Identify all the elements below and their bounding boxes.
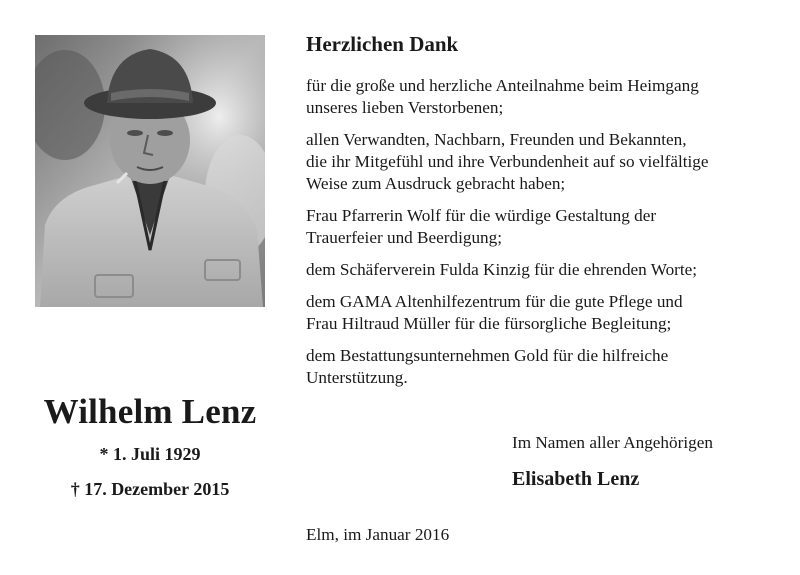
thanks-paragraph: allen Verwandten, Nachbarn, Freunden und Bekannten, die ihr Mitgefühl und ihre Verbundenheit auf so vielfältige Weise zum Ausdruck gebracht haben; (306, 130, 709, 193)
thanks-paragraph: dem Schäferverein Fulda Kinzig für die ehrenden Worte; (306, 260, 698, 279)
deceased-name: Wilhelm Lenz (43, 392, 257, 431)
thanks-paragraph: dem GAMA Altenhilfezentrum für die gute Pflege und Frau Hiltraud Müller für die fürsorgliche Begleitung; (306, 292, 683, 333)
portrait-photo (35, 35, 265, 307)
thanks-paragraphs (306, 75, 781, 399)
death-date: † 17. Dezember 2015 (70, 479, 230, 499)
birth-date: * 1. Juli 1929 (99, 444, 201, 464)
thanks-paragraph: für die große und herzliche Anteilnahme beim Heimgang unseres lieben Verstorbenen; (306, 76, 699, 117)
portrait-illustration (35, 35, 265, 307)
thanks-heading: Herzlichen Dank (306, 32, 459, 56)
thanks-paragraph: Frau Pfarrerin Wolf für die würdige Gestaltung der Trauerfeier und Beerdigung; (306, 206, 657, 247)
signer-name: Elisabeth Lenz (512, 468, 640, 490)
place-and-date: Elm, im Januar 2016 (306, 525, 450, 544)
on-behalf-line: Im Namen aller Angehörigen (512, 433, 713, 452)
thanks-paragraph: dem Bestattungsunternehmen Gold für die hilfreiche Unterstützung. (306, 346, 669, 387)
